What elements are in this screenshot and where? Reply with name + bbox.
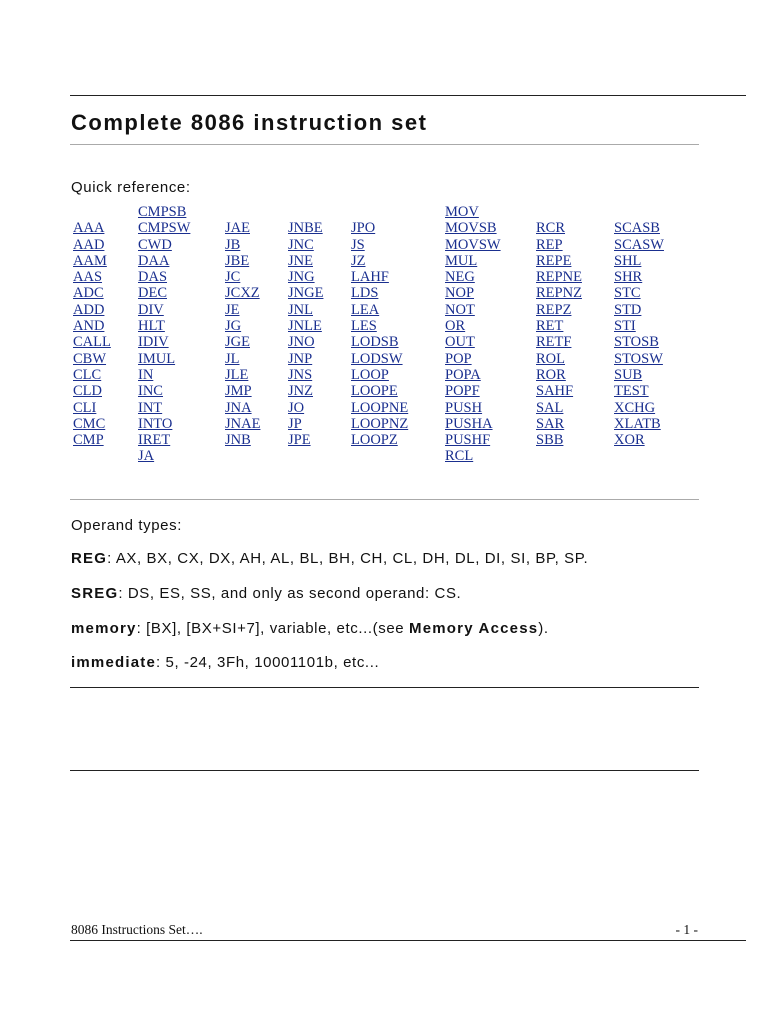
operand-reg [71,550,588,567]
instruction-link-neg[interactable]: NEG [445,269,475,286]
instruction-link-xlatb[interactable]: XLATB [614,415,661,432]
instruction-column [225,204,260,448]
instruction-link-jle[interactable]: JLE [225,366,249,383]
operand-immediate [71,654,379,671]
instruction-link-lodsw[interactable]: LODSW [351,350,403,367]
instruction-link-sahf[interactable]: SAHF [536,383,574,400]
instruction-link-blank [614,204,664,220]
operand-reg-text: : AX, BX, CX, DX, AH, AL, BL, BH, CH, CL, DH, DL, DI, SI, BP, SP. [107,550,589,567]
memory-access-link[interactable]: Memory Access [409,620,539,637]
instruction-link-scasw[interactable]: SCASW [614,236,664,253]
instruction-link-hlt[interactable]: HLT [138,318,165,335]
instruction-link-cmc[interactable]: CMC [73,415,106,432]
instruction-column [614,204,664,448]
instruction-link-lodsb[interactable]: LODSB [351,334,399,351]
instruction-column [536,204,582,448]
instruction-link-blank [73,204,111,220]
instruction-link-imul[interactable]: IMUL [138,350,176,367]
instruction-link-jo[interactable]: JO [288,399,305,416]
footer-left: 8086 Instructions Set…. [71,922,203,937]
instruction-link-blank [225,204,260,220]
instruction-column [73,204,111,448]
instruction-link-cmpsw[interactable]: CMPSW [138,220,191,237]
instruction-link-in[interactable]: IN [138,366,154,383]
operand-immediate-text: : 5, -24, 3Fh, 10001101b, etc... [156,654,380,671]
page-title: Complete 8086 instruction set [71,110,428,135]
instruction-link-jng[interactable]: JNG [288,269,315,286]
operand-memory-text: : [BX], [BX+SI+7], variable, etc...(see [136,620,410,637]
instruction-link-sbb[interactable]: SBB [536,432,564,449]
instruction-link-jnbe[interactable]: JNBE [288,220,323,237]
instruction-link-jg[interactable]: JG [225,318,242,335]
instruction-link-and[interactable]: AND [73,318,105,335]
instruction-link-jnae[interactable]: JNAE [225,415,261,432]
title-rule [70,144,699,145]
instruction-link-cwd[interactable]: CWD [138,236,172,253]
instruction-link-sti[interactable]: STI [614,318,636,335]
operand-memory [71,620,549,637]
instruction-link-lds[interactable]: LDS [351,285,379,302]
instruction-link-add[interactable]: ADD [73,301,105,318]
operand-memory-text-end: ). [538,620,549,637]
section-rule-1 [70,499,699,500]
operand-sreg-text: : DS, ES, SS, and only as second operand: CS. [118,585,462,602]
instruction-link-into[interactable]: INTO [138,415,173,432]
instruction-link-mul[interactable]: MUL [445,252,478,269]
operand-sreg-term: SREG [71,585,119,602]
instruction-link-jp[interactable]: JP [288,415,302,432]
instruction-link-jmp[interactable]: JMP [225,383,252,400]
instruction-link-aas[interactable]: AAS [73,269,103,286]
instruction-link-jnc[interactable]: JNC [288,236,314,253]
instruction-link-clc[interactable]: CLC [73,366,102,383]
instruction-link-shr[interactable]: SHR [614,269,643,286]
operand-immediate-term: immediate [71,654,156,671]
instruction-link-out[interactable]: OUT [445,334,475,351]
instruction-link-idiv[interactable]: IDIV [138,334,169,351]
instruction-link-jne[interactable]: JNE [288,252,313,269]
instruction-link-rcl[interactable]: RCL [445,448,474,465]
instruction-link-shl[interactable]: SHL [614,252,642,269]
operand-sreg [71,585,461,602]
instruction-link-repnz[interactable]: REPNZ [536,285,582,302]
instruction-link-pusha[interactable]: PUSHA [445,415,493,432]
operand-reg-term: REG [71,550,108,567]
instruction-link-jnl[interactable]: JNL [288,301,313,318]
instruction-link-lea[interactable]: LEA [351,301,380,318]
section-rule-3 [70,770,699,771]
instruction-column [288,204,323,448]
instruction-link-retf[interactable]: RETF [536,334,572,351]
instruction-link-jc[interactable]: JC [225,269,241,286]
instruction-link-loopnz[interactable]: LOOPNZ [351,415,409,432]
instruction-link-int[interactable]: INT [138,399,163,416]
instruction-link-stosb[interactable]: STOSB [614,334,659,351]
instruction-link-je[interactable]: JE [225,301,240,318]
instruction-link-cld[interactable]: CLD [73,383,102,400]
instruction-link-push[interactable]: PUSH [445,399,483,416]
instruction-column [138,204,190,465]
instruction-link-jb[interactable]: JB [225,236,241,253]
instruction-link-or[interactable]: OR [445,318,466,335]
footer-rule [70,940,746,941]
instruction-link-das[interactable]: DAS [138,269,168,286]
instruction-link-ror[interactable]: ROR [536,366,566,383]
instruction-link-not[interactable]: NOT [445,301,475,318]
instruction-link-cmpsb[interactable]: CMPSB [138,204,187,220]
instruction-link-jnz[interactable]: JNZ [288,383,313,400]
instruction-link-sar[interactable]: SAR [536,415,565,432]
instruction-link-nop[interactable]: NOP [445,285,475,302]
instruction-link-jge[interactable]: JGE [225,334,250,351]
instruction-link-pushf[interactable]: PUSHF [445,432,491,449]
instruction-link-jnp[interactable]: JNP [288,350,313,367]
instruction-link-dec[interactable]: DEC [138,285,167,302]
instruction-link-jnb[interactable]: JNB [225,432,251,449]
instruction-link-loopne[interactable]: LOOPNE [351,399,409,416]
instruction-link-jae[interactable]: JAE [225,220,250,237]
instruction-link-jna[interactable]: JNA [225,399,252,416]
instruction-link-movsb[interactable]: MOVSB [445,220,497,237]
instruction-link-aaa[interactable]: AAA [73,220,105,237]
instruction-link-test[interactable]: TEST [614,383,649,400]
instruction-link-repe[interactable]: REPE [536,252,572,269]
instruction-link-sub[interactable]: SUB [614,366,643,383]
instruction-link-jbe[interactable]: JBE [225,252,250,269]
instruction-link-cbw[interactable]: CBW [73,350,107,367]
instruction-link-rcr[interactable]: RCR [536,220,566,237]
instruction-link-jns[interactable]: JNS [288,366,313,383]
instruction-link-call[interactable]: CALL [73,334,111,351]
instruction-link-jno[interactable]: JNO [288,334,315,351]
instruction-link-adc[interactable]: ADC [73,285,104,302]
instruction-link-jz[interactable]: JZ [351,252,366,269]
instruction-link-rep[interactable]: REP [536,236,563,253]
instruction-link-jpe[interactable]: JPE [288,432,311,449]
instruction-link-aam[interactable]: AAM [73,252,107,269]
instruction-column [351,204,408,448]
instruction-link-movsw[interactable]: MOVSW [445,236,501,253]
instruction-link-jpo[interactable]: JPO [351,220,376,237]
instruction-link-lahf[interactable]: LAHF [351,269,389,286]
quick-reference-label: Quick reference: [71,179,191,196]
instruction-link-sal[interactable]: SAL [536,399,564,416]
operand-types-heading: Operand types: [71,517,182,534]
instruction-link-jnle[interactable]: JNLE [288,318,322,335]
instruction-link-xchg[interactable]: XCHG [614,399,656,416]
instruction-link-rol[interactable]: ROL [536,350,565,367]
instruction-link-loope[interactable]: LOOPE [351,383,398,400]
instruction-column [445,204,501,465]
instruction-link-ret[interactable]: RET [536,318,564,335]
instruction-link-jl[interactable]: JL [225,350,240,367]
instruction-link-cmp[interactable]: CMP [73,432,104,449]
instruction-link-popf[interactable]: POPF [445,383,480,400]
instruction-link-std[interactable]: STD [614,301,642,318]
instruction-link-scasb[interactable]: SCASB [614,220,660,237]
instruction-link-loop[interactable]: LOOP [351,366,389,383]
instruction-link-ja[interactable]: JA [138,448,155,465]
top-rule [70,95,746,96]
instruction-link-pop[interactable]: POP [445,350,472,367]
instruction-link-daa[interactable]: DAA [138,252,170,269]
instruction-link-iret[interactable]: IRET [138,432,171,449]
instruction-link-popa[interactable]: POPA [445,366,481,383]
instruction-link-blank [351,204,408,220]
section-rule-2 [70,687,699,688]
instruction-link-jnge[interactable]: JNGE [288,285,324,302]
instruction-link-cli[interactable]: CLI [73,399,97,416]
instruction-link-blank [288,204,323,220]
instruction-link-stc[interactable]: STC [614,285,641,302]
operand-memory-term: memory [71,620,137,637]
instruction-link-mov[interactable]: MOV [445,204,479,220]
instruction-link-blank [536,204,582,220]
instruction-link-div[interactable]: DIV [138,301,164,318]
instruction-link-stosw[interactable]: STOSW [614,350,663,367]
instruction-link-inc[interactable]: INC [138,383,163,400]
instruction-link-xor[interactable]: XOR [614,432,645,449]
instruction-link-loopz[interactable]: LOOPZ [351,432,398,449]
instruction-link-repne[interactable]: REPNE [536,269,582,286]
instruction-link-repz[interactable]: REPZ [536,301,572,318]
page-number: - 1 - [675,922,698,937]
instruction-link-les[interactable]: LES [351,318,377,335]
instruction-link-aad[interactable]: AAD [73,236,105,253]
instruction-link-js[interactable]: JS [351,236,365,253]
instruction-link-jcxz[interactable]: JCXZ [225,285,260,302]
